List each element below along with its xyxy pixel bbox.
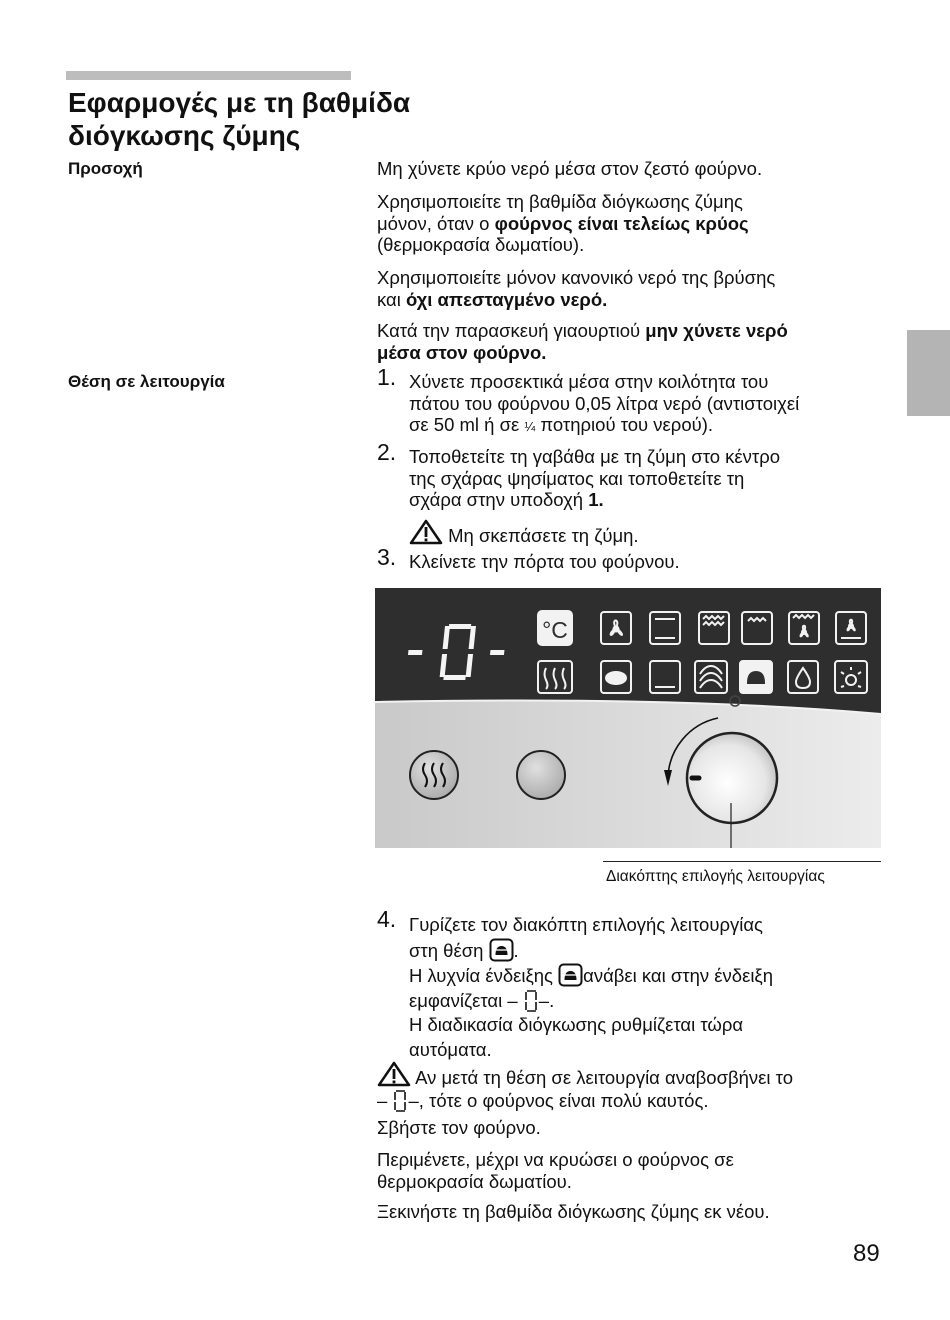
step-1-line3b: ποτηριού του νερού). [535,414,714,435]
step-1-line3a: σε 50 ml ή σε [409,414,525,435]
paragraph-wait-line1: Περιμένετε, μέχρι να κρυώσει ο φούρνος σε [377,1149,734,1170]
step-1-line2: πάτου του φούρνου 0,05 λίτρα νερό (αντιστοιχεί [409,392,800,414]
caution-p2-line3: (θερμοκρασία δωματίου). [377,234,585,255]
step-4-line3b: ανάβει και στην ένδειξη [583,965,774,986]
step-4-line2b: . [513,939,519,961]
step-3-number: 3. [377,544,397,570]
step-2-warning [409,519,887,547]
caution-paragraph-1: Μη χύνετε κρύο νερό μέσα στον ζεστό φούρνο. [377,158,763,179]
function-selector-knob[interactable] [687,733,777,823]
paragraph-wait-line2: θερμοκρασία δωματίου. [377,1170,572,1192]
step-4-dash-left: – [507,989,518,1011]
dough-proving-icon-active [740,661,772,693]
indicator-lamp-icon [558,963,583,987]
step-4-number: 4. [377,906,397,932]
paragraph-restart: Ξεκινήστε τη βαθμίδα διόγκωσης ζύμης εκ νέου. [377,1201,770,1222]
step-1 [377,364,887,438]
caption-underline [603,861,881,862]
celsius-icon [538,611,572,645]
step-4-dash-right: –. [538,989,555,1011]
overheat-warning-dash: – [377,1090,388,1111]
step-1-number: 1. [377,364,397,390]
page-number: 89 [853,1240,880,1267]
chapter-tab [907,330,950,416]
caution-label: Προσοχή [68,159,143,178]
caution-p2-line2: μόνον, όταν ο [377,212,495,234]
warning-icon [409,519,443,545]
caution-p4-line1: Κατά την παρασκευή γιαουρτιού [377,320,646,341]
page-title-line2: διόγκωσης ζύμης [68,120,301,151]
paragraph-wait [377,1149,877,1192]
warning-icon [377,1061,411,1087]
caution-paragraph-2 [377,191,877,256]
caution-p2-line1: Χρησιμοποιείτε τη βαθμίδα διόγκωσης ζύμης [377,191,743,212]
step-4-line4a: εμφανίζεται [409,989,508,1011]
step-2-warning-text: Μη σκεπάσετε τη ζύμη. [448,524,639,546]
steam-button[interactable] [410,751,458,799]
section-rule [66,71,351,80]
step-2-line3: σχάρα στην υποδοχή [409,489,589,510]
step-2-number: 2. [377,439,397,465]
figure-caption: Διακόπτης επιλογής λειτουργίας [606,868,825,885]
caution-paragraph-4 [377,320,877,363]
caution-p3-bold: όχι απεσταγμένο νερό. [405,288,608,310]
caution-paragraph-3 [377,267,877,310]
dough-proving-position-icon [489,938,514,962]
step-4-line6: αυτόματα. [409,1038,492,1060]
step-2-line1: Τοποθετείτε τη γαβάθα με τη ζύμη στο κέντρο [409,446,781,467]
step-4-line1: Γυρίζετε τον διακόπτη επιλογής λειτουργίας [409,914,763,935]
celsius-label: °C [542,617,568,643]
round-button[interactable] [517,751,565,799]
step-2 [377,439,887,546]
zero-digit-icon [392,1089,408,1113]
caution-p4-bold2: μέσα στον φούρνο. [377,341,547,363]
display-strip [375,588,881,714]
caution-p4-bold1: μην χύνετε νερό [645,320,788,341]
step-4-line3a: Η λυχνία ένδειξης [409,965,559,986]
page-title-line1: Εφαρμογές με τη βαθμίδα [68,87,411,118]
step-1-fraction: ¼ [524,419,536,434]
step-4 [377,906,887,1062]
overheat-warning [377,1061,887,1113]
step-3 [377,544,887,573]
overheat-warning-line1: Αν μετά τη θέση σε λειτουργία αναβοσβήνει το [415,1067,794,1088]
page-title [68,86,488,152]
step-4-line2a: στη θέση [409,939,489,961]
step-3-line1: Κλείνετε την πόρτα του φούρνου. [409,551,680,572]
step-1-line1: Χύνετε προσεκτικά μέσα στην κοιλότητα του [409,371,769,392]
step-2-line2: της σχάρας ψησίματος και τοποθετείτε τη [409,467,745,489]
paragraph-switch-off: Σβήστε τον φούρνο. [377,1117,541,1138]
operation-label: Θέση σε λειτουργία [68,372,225,391]
step-4-line5: Η διαδικασία διόγκωσης ρυθμίζεται τώρα [409,1014,744,1035]
caution-p3-line1: Χρησιμοποιείτε μόνον κανονικό νερό της βρύσης [377,267,776,288]
overheat-warning-line2: –, τότε ο φούρνος είναι πολύ καυτός. [408,1090,709,1111]
oven-control-panel [375,588,881,848]
zero-digit-icon [523,989,539,1013]
step-2-shelf-number: 1. [588,489,604,510]
caution-p2-bold: φούρνος είναι τελείως κρύος [494,212,749,234]
caution-p3-line2: και [377,288,406,310]
